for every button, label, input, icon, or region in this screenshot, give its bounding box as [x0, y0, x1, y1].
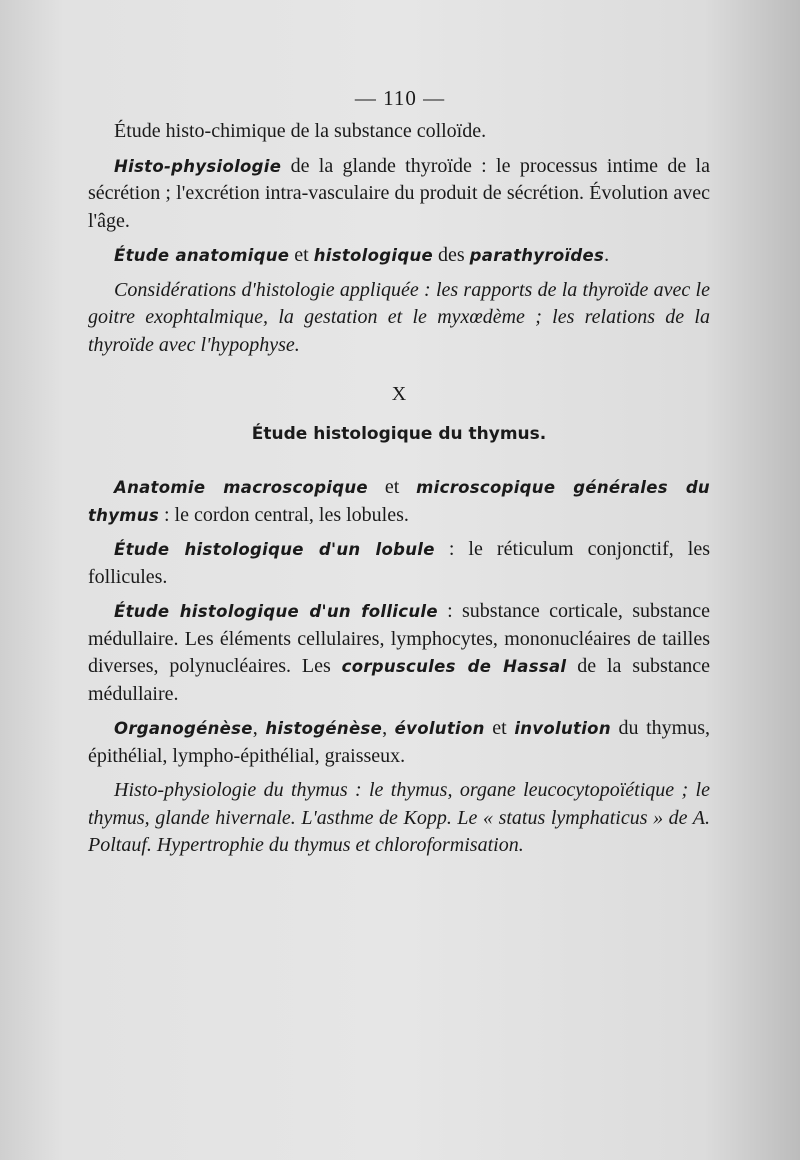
text-segment: . [604, 244, 610, 266]
paragraph-applied-histology: Considérations d'histologie appliquée : les rapports de la thyroïde avec le goitre exophtalmique, la gestation et le myxœdème ; les relations de la thyroïde avec l'hypophyse. [88, 278, 710, 356]
term-etude-follicule: Étude histologique d'un follicule [114, 602, 438, 621]
text-segment: : substance corticale, substance médullaire. Les éléments cellulaires, lymphocytes, mononucléaires de tailles diverses, polynucléaires. Les [88, 600, 710, 677]
term-histologique: histologique [313, 246, 433, 265]
term-anatomie-macroscopique: Anatomie macroscopique [114, 478, 368, 497]
term-etude-lobule: Étude histologique d'un lobule [114, 540, 435, 559]
text-segment: et [484, 717, 515, 739]
paragraph-thymus-physiology: Histo-physiologie du thymus : le thymus, organe leucocytopoïétique ; le thymus, glande hivernale. L'asthme de Kopp. Le « status lymphaticus » de A. Poltauf. Hypertrophie du thymus et chloroformisation. [88, 779, 710, 856]
page-number: — 110 — [354, 86, 446, 110]
text-segment: , [252, 717, 266, 739]
body-text [88, 118, 710, 860]
text-segment: des [433, 244, 470, 266]
paragraph-organogenese [88, 715, 710, 770]
term-parathyroides: parathyroïdes [469, 246, 605, 265]
paragraph-follicule [88, 598, 710, 708]
term-etude-anatomique: Étude anatomique [114, 246, 290, 265]
text-segment: de la glande thyroïde : le processus intime de la sécrétion ; l'excrétion intra-vasculaire du produit de sécrétion. Évolution avec l'âge. [88, 154, 710, 232]
paragraph-thyroid-physiology [88, 153, 710, 236]
term-histo-physiologie: Histo-physiologie [114, 156, 282, 176]
text-segment: : le réticulum conjonctif, les follicules. [88, 538, 711, 588]
term-evolution: évolution [394, 719, 485, 738]
term-organogenese: Organogénèse [114, 719, 253, 738]
term-corpuscules-hassal: corpuscules de Hassal [341, 657, 567, 676]
paragraph-parathyroids [88, 242, 710, 270]
section-number: X [391, 383, 407, 405]
paragraph-lobule [88, 536, 710, 591]
text-segment: du thymus, épithélial, lympho-épithélial, graisseux. [88, 717, 710, 767]
term-microscopique-generales: microscopique générales du thymus [88, 478, 710, 525]
term-histogenese: histogénèse [265, 719, 383, 738]
text-segment: , [382, 717, 395, 739]
text-segment: et [367, 476, 417, 498]
term-involution: involution [514, 719, 611, 738]
text-segment: et [289, 244, 314, 266]
section-title: Étude histologique du thymus. [251, 423, 547, 444]
paragraph-thymus-anatomy [88, 474, 710, 529]
text-segment: : le cordon central, les lobules. [158, 503, 409, 526]
paragraph-colloid: Étude histo-chimique de la substance colloïde. [114, 120, 487, 142]
text-segment: de la substance médullaire. [88, 655, 710, 705]
